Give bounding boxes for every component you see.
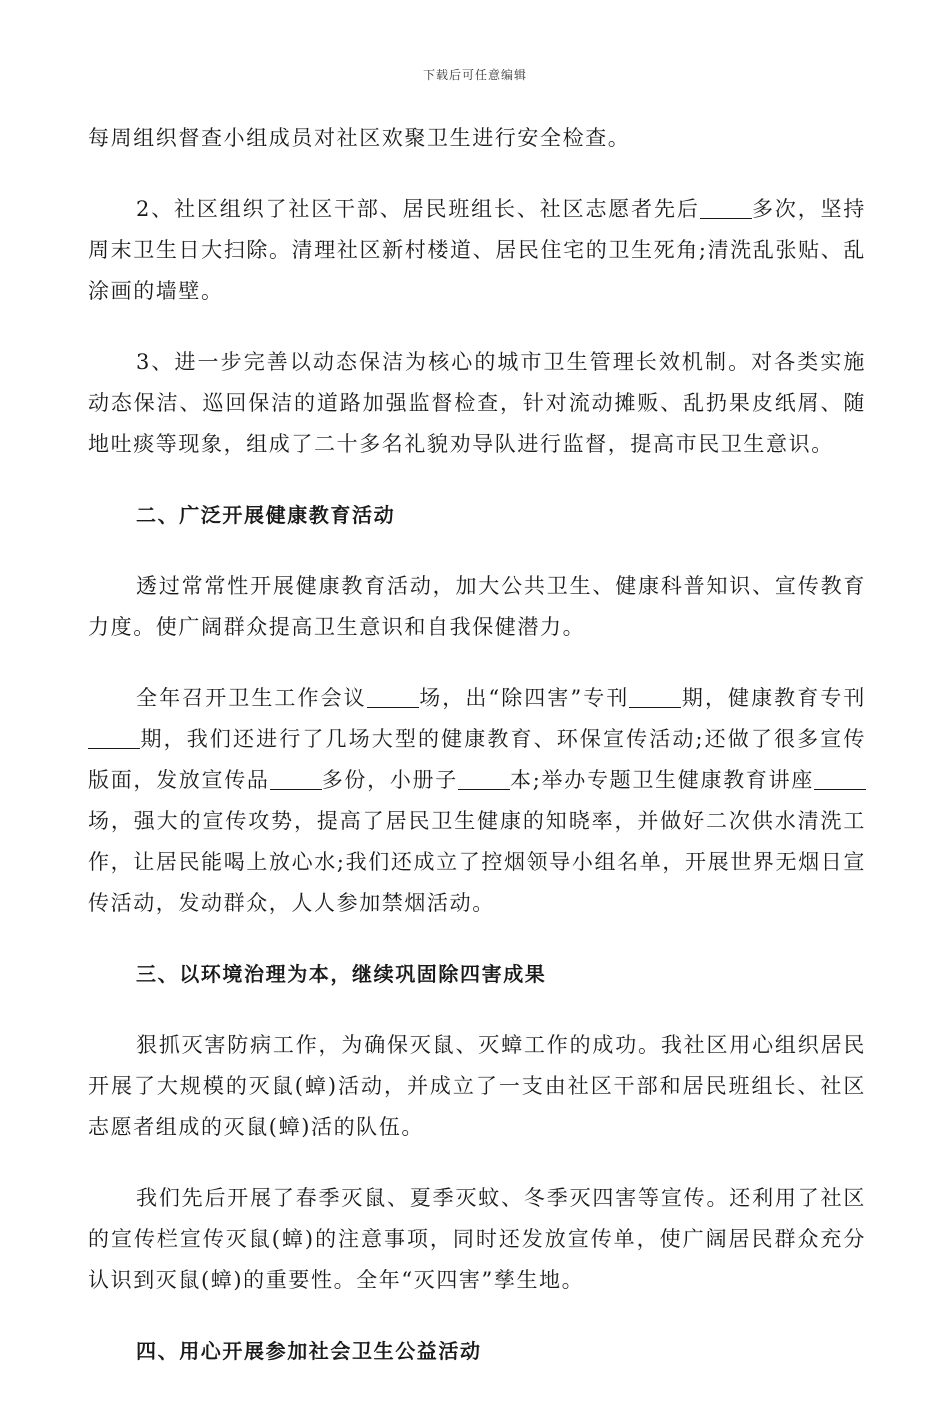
- paragraph: [88, 118, 866, 159]
- blank-line: [700, 197, 752, 219]
- paragraph: [88, 1025, 866, 1148]
- paragraph-text: 2、社区组织了社区干部、居民班组长、社区志愿者先后: [136, 197, 700, 221]
- paragraph: [88, 1178, 866, 1301]
- paragraph: [88, 342, 866, 465]
- document-body: [88, 118, 866, 1402]
- blank-line: [88, 727, 140, 749]
- paragraph-text: 多次，坚持周末卫生日大扫除。清理社区新村楼道、居民住宅的卫生死角;清洗乱张贴、乱涂画的墙壁。: [88, 197, 867, 303]
- paragraph: [88, 678, 866, 924]
- paragraph-text: 期，健康教育专刊: [681, 686, 866, 710]
- paragraph-text: 本;举办专题卫生健康教育讲座: [509, 768, 814, 792]
- paragraph-text: 多份，小册子: [321, 768, 458, 792]
- paragraph-text: 期，我们还进行了几场大型的健康教育、环保宣传活动;还做了很多宣传版面，发放宣传品: [88, 727, 866, 792]
- paragraph: [88, 189, 866, 312]
- blank-line: [458, 768, 510, 790]
- paragraph-text: 每周组织督查小组成员对社区欢聚卫生进行安全检查。: [88, 126, 631, 150]
- paragraph-text: 场，强大的宣传攻势，提高了居民卫生健康的知晓率，并做好二次供水清洗工作，让居民能喝上放心水;我们还成立了控烟领导小组名单，开展世界无烟日宣传活动，发动群众，人人参加禁烟活动。: [88, 809, 866, 915]
- paragraph: [88, 566, 866, 648]
- section-heading: 四、用心开展参加社会卫生公益活动: [136, 1339, 482, 1363]
- blank-line: [367, 686, 419, 708]
- paragraph-text: 狠抓灭害防病工作，为确保灭鼠、灭蟑工作的成功。我社区用心组织居民开展了大规模的灭鼠(蟑)活动，并成立了一支由社区干部和居民班组长、社区志愿者组成的灭鼠(蟑)活的队伍。: [88, 1033, 866, 1139]
- blank-line: [629, 686, 681, 708]
- paragraph-text: 透过常常性开展健康教育活动，加大公共卫生、健康科普知识、宣传教育力度。使广阔群众提高卫生意识和自我保健潜力。: [88, 574, 866, 639]
- section-heading: 三、以环境治理为本，继续巩固除四害成果: [136, 962, 547, 986]
- page-header: 下载后可任意编辑: [422, 68, 527, 82]
- paragraph-text: 场，出“除四害”专刊: [418, 686, 630, 710]
- paragraph-text: 3、进一步完善以动态保洁为核心的城市卫生管理长效机制。对各类实施动态保洁、巡回保洁的道路加强监督检查，针对流动摊贩、乱扔果皮纸屑、随地吐痰等现象，组成了二十多名礼貌劝导队进行监督，提高市民卫生意识。: [88, 350, 866, 456]
- section-heading: 二、广泛开展健康教育活动: [136, 503, 396, 527]
- blank-line: [270, 768, 322, 790]
- paragraph-text: 我们先后开展了春季灭鼠、夏季灭蚊、冬季灭四害等宣传。还利用了社区的宣传栏宣传灭鼠(蟑)的注意事项，同时还发放宣传单，使广阔居民群众充分认识到灭鼠(蟑)的重要性。全年“灭四害”孳生地。: [88, 1186, 866, 1292]
- blank-line: [814, 768, 866, 790]
- paragraph-text: 全年召开卫生工作会议: [136, 686, 367, 710]
